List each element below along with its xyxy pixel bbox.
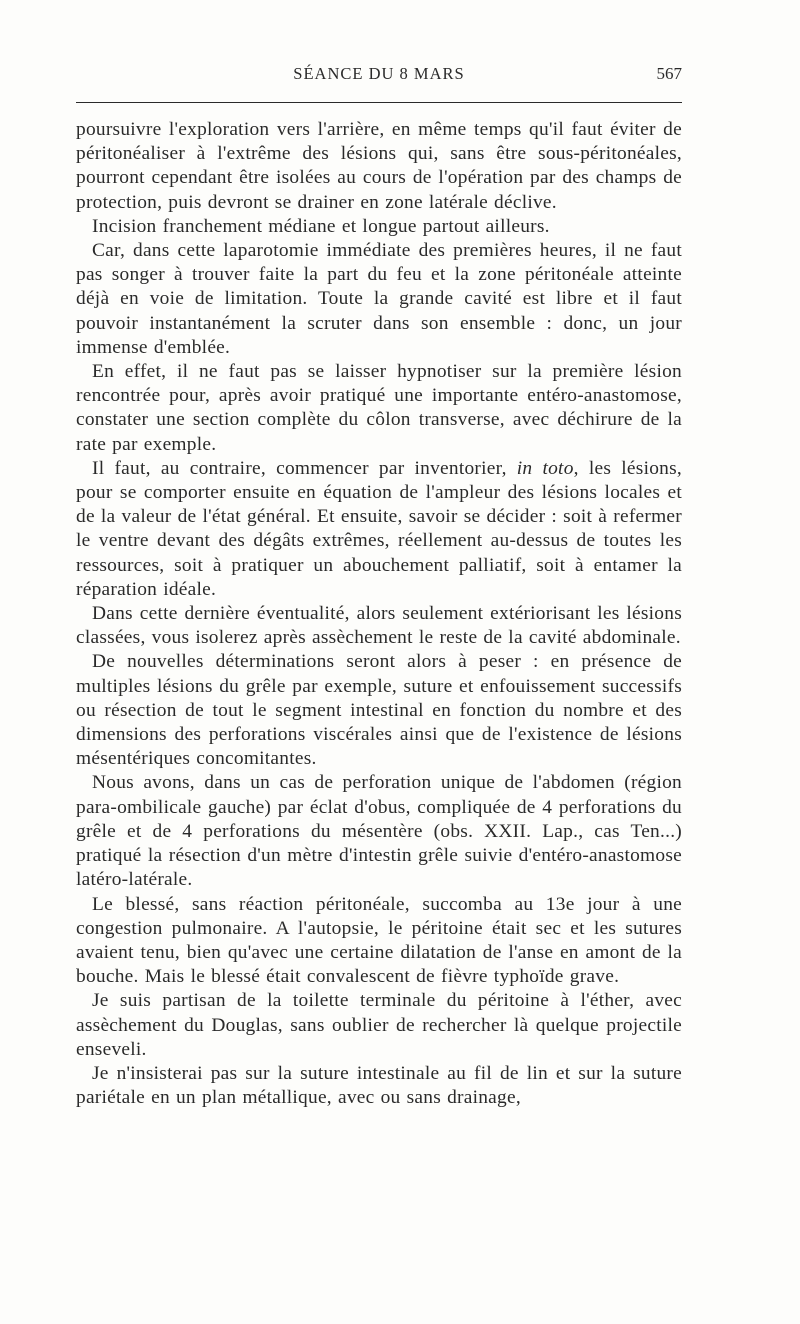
paragraph: Dans cette dernière éventualité, alors seulement extériorisant les lésions classées, vous isolerez après assèchement le reste de la cavité abdominale.	[76, 603, 682, 649]
page-header	[76, 64, 682, 88]
body-text	[76, 118, 682, 1110]
paragraph: Car, dans cette laparotomie immédiate des premières heures, il ne faut pas songer à trouver faite la part du feu et la zone péritonéale atteinte déjà en voie de limitation. Toute la grande cavité est libre et il faut pouvoir instantanément la scruter dans son ensemble : donc, un jour immense d'emblée.	[76, 240, 682, 358]
paragraph: Nous avons, dans un cas de perforation unique de l'abdomen (région para-ombilicale gauche) par éclat d'obus, compliquée de 4 perforations du grêle et de 4 perforations du mésentère (obs. XXII. Lap., cas Ten...) pratiqué la résection d'un mètre d'intestin grêle suivie d'entéro-anastomose latéro-latérale.	[76, 772, 682, 891]
paragraph: En effet, il ne faut pas se laisser hypnotiser sur la première lésion rencontrée pour, après avoir pratiqué une importante entéro-anastomose, constater une section complète du côlon transverse, avec déchirure de la rate par exemple.	[76, 361, 682, 455]
header-rule	[76, 102, 682, 103]
paragraph-text: , les lésions, pour se comporter ensuite en équation de l'ampleur des lésions locales et de la valeur de l'état général. Et ensuite, savoir se décider : soit à refermer le ventre devant des dégâts extrêmes, réellement au-dessus de toutes les ressources, soit à pratiquer un abouchement palliatif, soit à entamer la réparation idéale.	[76, 457, 682, 600]
paragraph-text: Il faut, au contraire, commencer par inventorier,	[92, 457, 517, 479]
paragraph: Incision franchement médiane et longue partout ailleurs.	[92, 215, 550, 237]
paragraph: Le blessé, sans réaction péritonéale, succomba au 13e jour à une congestion pulmonaire. A l'autopsie, le péritoine était sec et les sutures avaient tenu, bien qu'avec une certaine dilatation de l'anse en amont de la bouche. Mais le blessé était convalescent de fièvre typhoïde grave.	[76, 893, 682, 988]
running-title: SÉANCE DU 8 MARS	[293, 64, 465, 83]
paragraph: Je suis partisan de la toilette terminale du péritoine à l'éther, avec assèchement du Douglas, sans oublier de rechercher là quelque projectile enseveli.	[76, 990, 682, 1060]
paragraph	[76, 457, 682, 602]
page-number: 567	[656, 64, 682, 83]
italic-phrase: in toto	[516, 457, 574, 479]
paragraph: Je n'insisterai pas sur la suture intestinale au fil de lin et sur la suture pariétale en un plan métallique, avec ou sans drainage,	[76, 1062, 682, 1109]
paragraph: poursuivre l'exploration vers l'arrière, en même temps qu'il faut éviter de péritonéaliser à l'extrême des lésions qui, sans être sous-péritonéales, pourront cependant être isolées au cours de l'opération par des champs de protection, puis devront se drainer en zone latérale déclive.	[76, 119, 682, 213]
paragraph: De nouvelles déterminations seront alors à peser : en présence de multiples lésions du grêle par exemple, suture et enfouissement successifs ou résection de tout le segment intestinal en fonction du nombre et des dimensions des perforations viscérales ainsi que de l'existence de lésions mésentériques concomitantes.	[76, 651, 682, 770]
